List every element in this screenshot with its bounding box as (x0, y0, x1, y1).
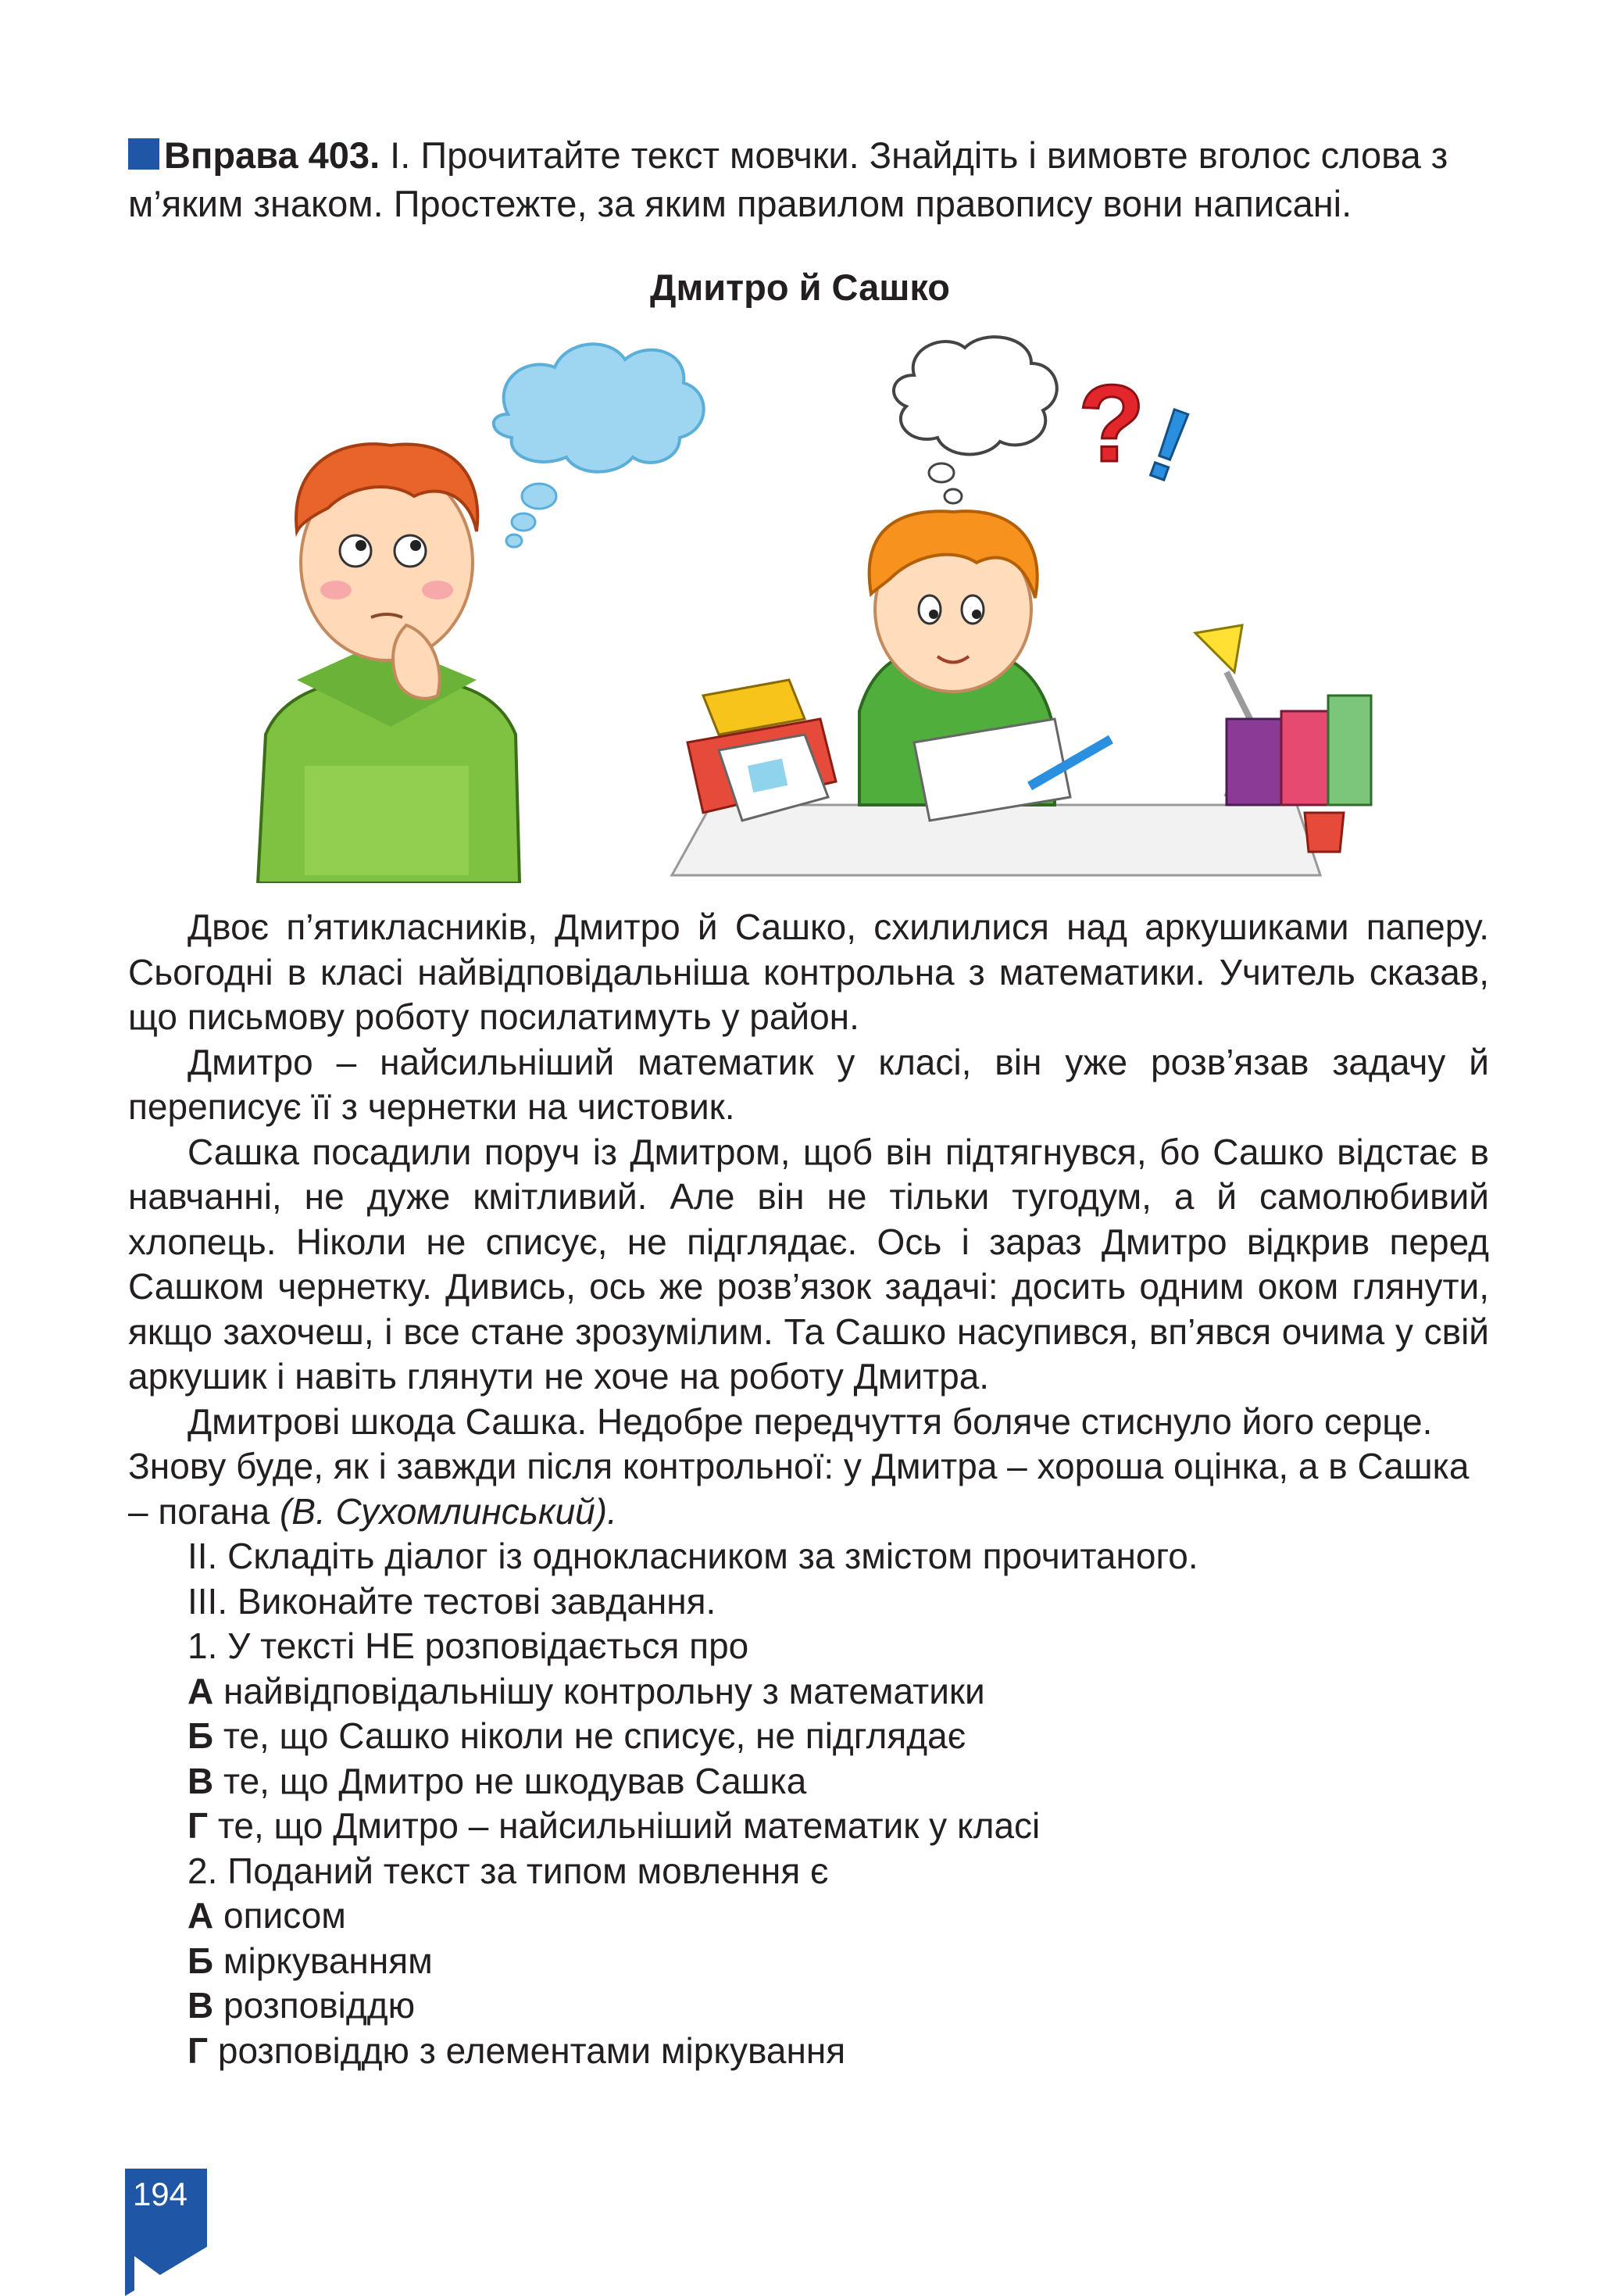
exclamation-mark-icon: ! (1134, 384, 1205, 504)
question-2-option-a (128, 1894, 1489, 1939)
question-2-option-d (128, 2029, 1489, 2074)
white-thought-cloud-icon (894, 337, 1057, 503)
story-text (128, 905, 1489, 2073)
exercise-marker-icon (128, 138, 159, 170)
page-number: 194 (132, 2176, 188, 2212)
question-1-option-d (128, 1804, 1489, 1849)
story-title: Дмитро й Сашко (649, 266, 951, 308)
question-2: 2. Поданий текст за типом мовлення є (188, 1850, 829, 1891)
option-text: описом (213, 1895, 346, 1936)
question-2-option-b (128, 1939, 1489, 1984)
thinking-boy-left (258, 444, 520, 883)
option-text: міркуванням (213, 1940, 433, 1981)
question-2-option-c (128, 1983, 1489, 2029)
option-text: те, що Дмитро не шкодував Сашка (213, 1760, 807, 1801)
option-letter: В (188, 1760, 214, 1801)
story-paragraph-4 (128, 1400, 1489, 1535)
studying-boy-right (672, 511, 1371, 875)
exercise-header (128, 131, 1488, 228)
story-author: (В. Сухомлинський). (279, 1490, 617, 1532)
option-letter: А (188, 1895, 214, 1936)
task-3: ІІІ. Виконайте тестові завдання. (188, 1580, 716, 1622)
story-illustration (211, 328, 1398, 883)
story-paragraph-1: Двоє п’ятикласників, Дмитро й Сашко, схилилися над аркушиками паперу. Сьогодні в класі найвідповідальніша контрольна з математики. Учитель сказав, що письмову роботу посилатимуть у район. (128, 907, 1489, 1037)
exercise-instruction: І. Прочитайте текст мовчки. Знайдіть і вимовте вголос слова з м’яким знаком. Простежте, за яким правилом правопису вони написані. (128, 134, 1448, 224)
illustration-boys-thinking (211, 328, 1398, 883)
question-mark-icon: ? (1078, 362, 1145, 485)
question-1-option-c (128, 1759, 1489, 1804)
option-text: розповіддю (213, 1985, 416, 2026)
option-letter: Б (188, 1940, 214, 1981)
exercise-number: Вправа 403. (164, 134, 380, 176)
option-letter: Б (188, 1715, 214, 1756)
question-1-option-b (128, 1714, 1489, 1759)
option-letter: Г (188, 1805, 209, 1846)
option-text: те, що Дмитро – найсильніший математик у класі (208, 1805, 1041, 1846)
story-paragraph-3: Сашка посадили поруч із Дмитром, щоб він підтягнувся, бо Сашко відстає в навчанні, не дуже кмітливий. Але він не тільки тугодум, а й самолюбивий хлопець. Ніколи не списує, не підглядає. Ось і зараз Дмитро відкрив перед Сашком чернетку. Дивись, ось же розв’язок задачі: досить одним оком глянути, якщо захочеш, і все стане зрозумілим. Та Сашко насупився, вп’явся очима у свій аркушик і навіть глянути не хоче на роботу Дмитра. (128, 1131, 1489, 1397)
story-paragraph-4-text: Дмитрові шкода Сашка. Недобре передчуття боляче стиснуло його серце. Знову буде, як і завжди після контрольної: у Дмитра – хороша оцінка, а в Сашка – погана (128, 1400, 1470, 1532)
question-1-option-a (128, 1669, 1489, 1715)
option-letter: Г (188, 2030, 209, 2071)
blue-thought-cloud-icon (494, 344, 704, 547)
task-2: ІІ. Складіть діалог із однокласником за змістом прочитаного. (188, 1536, 1198, 1576)
option-letter: В (188, 1985, 214, 2026)
option-text: те, що Сашко ніколи не списує, не підглядає (213, 1715, 966, 1756)
option-text: найвідповідальнішу контрольну з математики (213, 1670, 985, 1711)
option-letter: А (188, 1670, 214, 1711)
question-1: 1. У тексті НЕ розповідається про (188, 1625, 749, 1666)
story-paragraph-2: Дмитро – найсильніший математик у класі, він уже розв’язав задачу й переписує її з чернетки на чистовик. (128, 1041, 1489, 1127)
option-text: розповіддю з елементами міркування (208, 2030, 846, 2071)
